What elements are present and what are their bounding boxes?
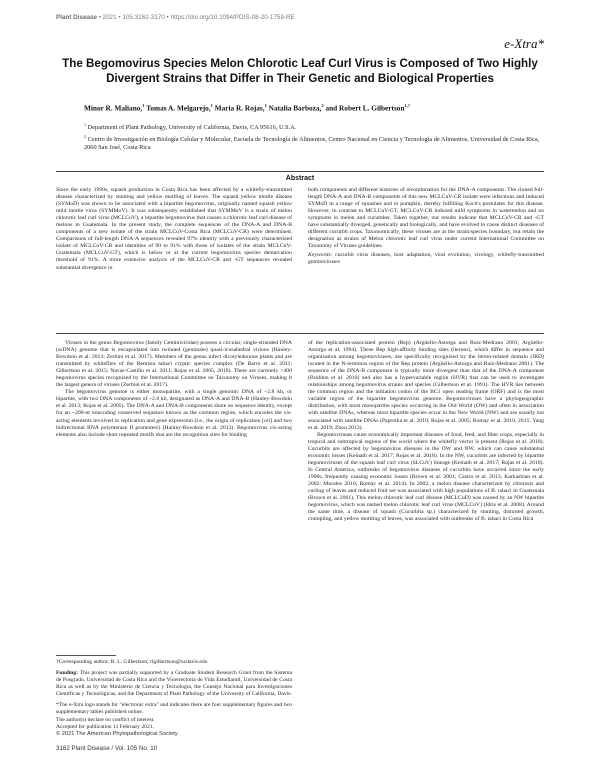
abstract-text-right: both components and different histories of recombination for the DNA-A components. The cloned full-length DNA-A and DNA-B components of this new MCLCuV-CR isolate were infectious and induced SYMoD in a range of squashes and in pumpkin, thereby fulfilling Koch's postulates for this disease. However, in contrast to MCLCuV-GT, MCLCuV-CR induced mild symptoms in watermelon and no symptoms in melon and cucumber. Taken together, our results indicate that MCLCuV-CR and -GT have substantially diverged, genetically and biologically, and have evolved to cause distinct diseases of different cucurbit crops. Taxonomically, these viruses are at the strain/species boundary, but retain the designation as strains of Melon chlorotic leaf curl virus under current International Committee on Taxonomy of Viruses guidelines. <box>308 187 544 250</box>
keywords-text: : cucurbit virus diseases, host adaptation, viral evolution, virology, whitefly-transmitted geminiviruses <box>308 252 544 266</box>
funding-note <box>56 670 292 698</box>
copyright: © 2021 The American Phytopathological Society <box>56 731 178 737</box>
author: and Robert L. Gilbertson <box>325 103 405 113</box>
e-xtra-note: *The e-Xtra logo stands for "electronic extra" and indicates there are four supplementary figures and two supplementary tables published online. <box>56 702 292 715</box>
body-paragraph: The begomovirus genome is either monopartite, with a single genomic DNA of ~2.8 kb, or bipartite, with two DNA components of ~2.6 kb, designated as DNA-A and DNA-B (Hanley-Bowdoin et al. 2013; Rojas et al. 2005). The DNA-A and DNA-B components share no sequence identity, except for an ~200-nt noncoding conserved sequence known as the common region, which encodes the cis-acting elements involved in replication and gene expression (i.e., the origin of replication [ori] and two bidirectional RNA polymerase II promoters) (Hanley-Bowdoin et al. 2013). Begomovirus cis-acting elements also include short repeated motifs that are the recognition sites for binding <box>56 389 292 438</box>
author-sup: 1 <box>264 103 267 108</box>
funding-text: This project was partially supported by a Graduate Student Research Grant from the Sistema de Posgrado, Universidad de Costa Rica and the Vicerrectoría de Vida Estudiantil, Universidad de Costa Rica as well as by the Ministerio de Ciencia y Tecnología, the Consejo Nacional para Investigaciones Científicas y Tecnológicas, and the Department of Plant Pathology of the University of California, Davis. <box>56 670 292 697</box>
abstract-top-rule <box>56 171 544 172</box>
author-sup: 2 <box>321 103 324 108</box>
abstract-bottom-rule <box>56 333 544 334</box>
accepted-note: Accepted for publication 11 February 2021. <box>56 724 154 730</box>
abstract-left-column <box>56 187 292 272</box>
funding-label: Funding: <box>56 670 79 676</box>
abstract-text-left: Since the early 1990s, squash production in Costa Rica has been affected by a whitefly-transmitted disease characterized by stunting and yellow mottling of leaves. The squash yellow mottle disease (SYMoD) was shown to be associated with a bipartite begomovirus, originally named squash yellow mild mottle virus (SYMMoV). It was subsequently established that SYMMoV is a strain of melon chlorotic leaf curl virus (MCLCuV), a bipartite begomovirus that causes a chlorotic leaf curl disease of melons in Guatemala. In the present study, the complete sequences of the DNA-A and DNA-B components of a new isolate of the strain MCLCuV-Costa Rica (MCLCuV-CR) were determined. Comparisons of full-length DNA-A sequences revealed 97% identity with a previously characterized isolate of MCLCuV-CR and identities of 90 to 91% with those of isolates of the strain MCLCuV-Guatemala (MCLCuV-GT), which is below or at the current begomovirus species demarcation threshold of 91%. A more extensive analysis of the MCLCuV-CR and -GT sequences revealed substantial divergence in <box>56 187 292 271</box>
author-sup: 1 <box>142 103 145 108</box>
author-sup: 1,† <box>404 103 411 108</box>
e-xtra-badge: e-Xtra* <box>504 36 544 51</box>
keywords <box>308 252 544 266</box>
body-paragraph: of the replication-associated protein (Rep) (Argüello-Astorga and Ruiz-Medrano 2001; Argüello-Astorga et al. 1994). These Rep high-affinity binding sites (iterons), which differ in sequence and organization among begomoviruses, are specifically recognized by the iteron-related domain (IRD) located in the N-terminus region of the Rep protein (Argüello-Astorga and Ruiz-Medrano 2001). The sequence of the DNA-B component is typically more divergent than that of the DNA-A component (Briddon et al. 2010) and also has a hypervariable region (HVR) that can be used to investigate relationships among begomovirus strains and species (Gilbertson et al. 1991). The HVR lies between the common region and the initiation codon of the BC1 open reading frame (ORF) and is the most variable region of the bipartite begomovirus genome. Begomoviruses have a phylogeographic distribution, with most monopartite species occurring in the Old World (OW) and often in association with satellite DNAs, whereas most bipartite species occur in the New World (NW) and are usually not associated with satellite DNAs (Paprotka et al. 2010; Rojas et al. 2005; Romay et al. 2010, 2015; Yang et al. 2019; Zhou 2013). <box>308 340 544 431</box>
author: Maria R. Rojas, <box>214 103 265 113</box>
article-title: The Begomovirus Species Melon Chlorotic Leaf Curl Virus is Composed of Two Highly Divergent Strains that Differ in Their Genetic and Biological Properties <box>62 57 538 85</box>
conflict-note: The author(s) declare no conflict of interest. <box>56 717 155 723</box>
author: Natalia Barboza, <box>268 103 322 113</box>
keywords-label: Keywords <box>308 252 331 259</box>
affiliations <box>84 121 544 153</box>
author-list <box>84 103 544 112</box>
author: Tomas A. Melgarejo, <box>146 103 211 113</box>
journal-name: Plant Disease <box>56 14 97 21</box>
body-paragraph: Begomoviruses cause economically important diseases of food, feed, and fiber crops, especially in tropical and subtropical regions of the world where the whitefly vector is present (Rojas et al. 2018). Cucurbits are affected by begomovirus diseases in the OW and NW, which can cause substantial economic losses (Keinath et al. 2017; Rojas et al. 2018). In the NW, cucurbits are infected by bipartite begomoviruses of the squash leaf curl virus (SLCuV) lineage (Keinath et al. 2017; Rojas et al. 2018). In Central America, outbreaks of begomovirus diseases of cucurbits have occurred since the early 1990s, frequently causing economic losses (Brown et al. 2001; Castro et al. 2013; Karkashian et al. 2002; Morales 2010; Romay et al. 2014). In 2002, a melon disease characterized by chlorosis and curling of leaves and reduced fruit set was associated with high populations of B. tabaci in Guatemala (Brown et al. 2001). This melon chlorotic leaf curl disease (MCLCuD) was caused by an NW bipartite begomovirus, which was named melon chlorotic leaf curl virus (MCLCuV) (Idris et al. 2008). Around the same time, a disease of squash (Cucurbita sp.) characterized by stunting, distorted growth, crumpling, and yellow mottling of leaves, was associated with outbreaks of B. tabaci in Costa Rica <box>308 431 544 523</box>
footnote-rule <box>56 655 116 656</box>
author: Minor R. Maliano, <box>84 103 143 113</box>
citation: • 2021 • 105:3162-3170 • https://doi.org/10.1094/PDIS-08-20-1759-RE <box>96 14 295 21</box>
author-sup: 1 <box>210 103 213 108</box>
page-folio: 3162 Plant Disease / Vol. 105 No. 10 <box>56 745 158 752</box>
body-right-column <box>308 340 544 523</box>
abstract-heading: Abstract <box>285 175 315 182</box>
abstract-right-column <box>308 187 544 267</box>
body-paragraph: Viruses in the genus Begomovirus (family Geminiviridae) possess a circular, single-stranded DNA (ssDNA) genome that is encapsidated into twinned (geminate) quasi-icosahedral virions (Hanley-Bowdoin et al. 2013; Zerbini et al. 2017). Members of the genus infect dicotyledonous plants and are transmitted by whiteflies of the Bemisia tabaci cryptic species complex (De Barro et al. 2011; Gilbertson et al. 2015; Navas-Castillo et al. 2011; Rojas et al. 2005, 2018). There are currently >400 begomovirus species recognized by the International Committee on Taxonomy on Viruses, making it the largest genera of viruses (Zerbini et al. 2017). <box>56 340 292 389</box>
affiliation: $^1$ Department of Plant Pathology, University of California, Davis, CA 95616, U.S.A. <box>84 122 297 132</box>
body-left-column <box>56 340 292 439</box>
corresponding-author: †Corresponding author: R. L. Gilbertson; rlgilbertson@ucdavis.edu <box>56 659 208 665</box>
affiliation: $^2$ Centro de Investigación en Biología Celular y Molecular, Escuela de Tecnología de Alimentos, Centro Nacional en Ciencia y Tecnología de Alimentos, Universidad de Costa Rica, 2060 San José, Costa Rica <box>84 134 540 152</box>
running-header <box>56 14 544 21</box>
